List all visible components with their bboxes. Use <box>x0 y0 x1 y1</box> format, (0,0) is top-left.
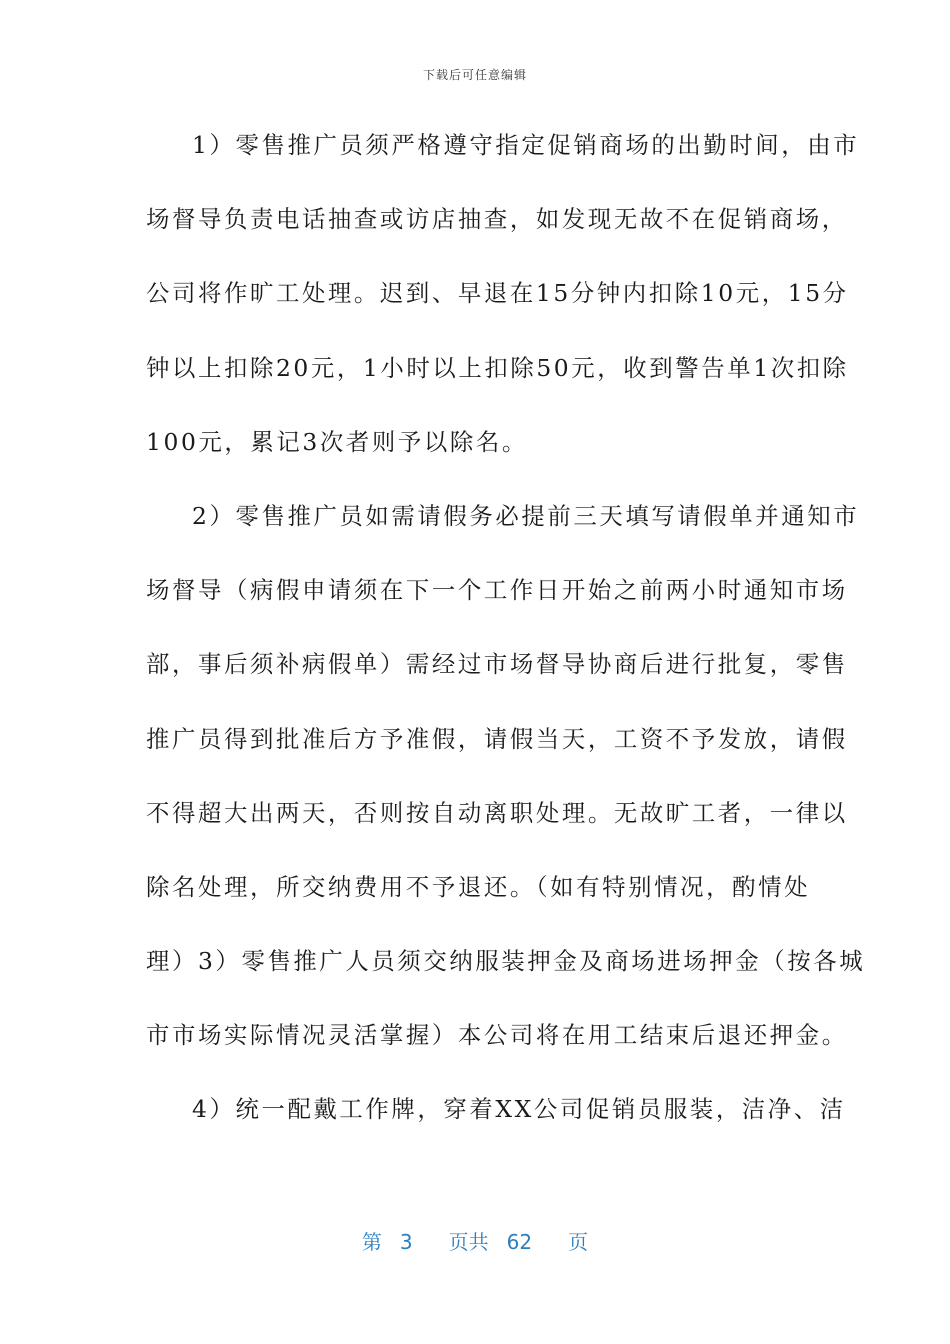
text-line: 部，事后须补病假单）需经过市场督导协商后进行批复，零售 <box>146 650 848 679</box>
text-line: 除名处理，所交纳费用不予退还。（如有特别情况，酌情处 <box>146 872 811 901</box>
footer-prefix: 第 <box>361 1230 382 1254</box>
text-line: 1）零售推广员须严格遵守指定促销商场的出勤时间，由市 <box>192 131 860 159</box>
current-page-number: 3 <box>399 1230 413 1254</box>
text-line: 公司将作旷工处理。迟到、早退在15分钟内扣除10元，15分 <box>146 279 849 308</box>
text-line: 理）3）零售推广人员须交纳服装押金及商场进场押金（按各城 <box>146 947 866 976</box>
footer-suffix: 页 <box>568 1230 589 1254</box>
text-line: 钟以上扣除20元，1小时以上扣除50元，收到警告单1次扣除 <box>146 353 849 382</box>
page-footer <box>0 1226 950 1255</box>
text-line: 2）零售推广员如需请假务必提前三天填写请假单并通知市 <box>192 501 860 530</box>
text-line: 场督导（病假申请须在下一个工作日开始之前两小时通知市场 <box>146 576 848 605</box>
text-line: 4）统一配戴工作牌，穿着XX公司促销员服装，洁净、洁 <box>192 1095 846 1124</box>
footer-middle: 页共 <box>448 1230 489 1254</box>
text-line: 市市场实际情况灵活掌握）本公司将在用工结束后退还押金。 <box>146 1021 848 1050</box>
text-line: 推广员得到批准后方予准假，请假当天，工资不予发放，请假 <box>146 724 848 753</box>
text-line: 场督导负责电话抽查或访店抽查，如发现无故不在促销商场， <box>146 205 848 234</box>
text-line: 不得超大出两天，否则按自动离职处理。无故旷工者，一律以 <box>146 798 848 827</box>
total-page-count: 62 <box>506 1230 533 1254</box>
document-body <box>146 117 866 1156</box>
header-note: 下载后可任意编辑 <box>422 68 527 82</box>
text-line: 100元，累记3次者则予以除名。 <box>146 427 528 456</box>
